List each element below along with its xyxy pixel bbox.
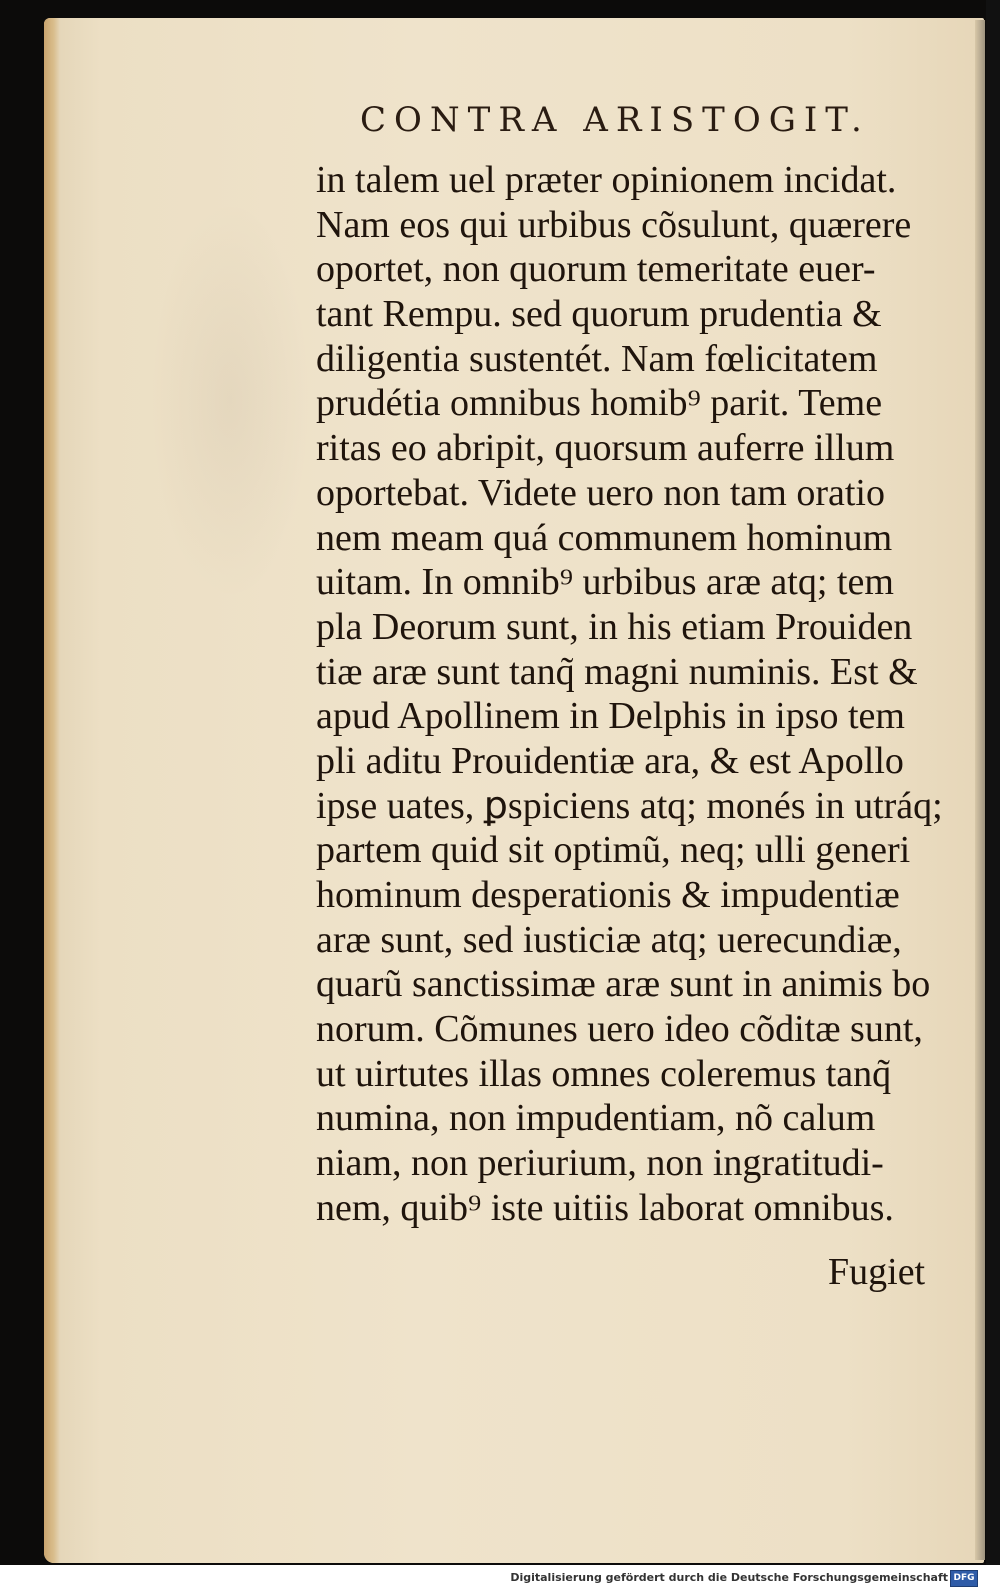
text-line: nem, quib⁹ iste uitiis laborat omnibus. <box>316 1186 894 1229</box>
text-line: pla Deorum sunt, in his etiam Prouiden <box>316 605 913 648</box>
dfg-logo: DFG <box>950 1570 978 1587</box>
body-text <box>316 158 950 1231</box>
text-line: ipse uates, ꝑspiciens atq; monés in utráq; <box>316 784 943 827</box>
text-line: numina, non impudentiam, nõ calum <box>316 1097 876 1140</box>
scan-right-border <box>986 0 1000 1565</box>
catchword: Fugiet <box>828 1251 926 1293</box>
text-line: diligentia sustentét. Nam fœlicitatem <box>316 337 878 380</box>
text-line: ut uirtutes illas omnes coleremus tanq̃ <box>316 1052 892 1095</box>
text-line: partem quid sit optimũ, neq; ulli generi <box>316 829 911 872</box>
text-line: nem meam quá communem hominum <box>316 516 893 559</box>
text-line: tant Rempu. sed quorum prudentia & <box>316 293 882 336</box>
text-line: prudétia omnibus homib⁹ parit. Teme <box>316 382 883 425</box>
footer-bar <box>0 1565 1000 1591</box>
text-line: niam, non periurium, non ingratitudi- <box>316 1142 884 1185</box>
text-line: apud Apollinem in Delphis in ipso tem <box>316 695 905 738</box>
text-line: uitam. In omnib⁹ urbibus aræ atq; tem <box>316 561 894 604</box>
running-head: CONTRA ARISTOGIT. <box>360 100 870 140</box>
funding-credit: Digitalisierung gefördert durch die Deutsche Forschungsgemeinschaft <box>510 1571 948 1584</box>
text-line: in talem uel præter opinionem incidat. <box>316 159 897 201</box>
text-line: hominum desperationis & impudentiæ <box>316 874 900 916</box>
text-line: norum. Cõmunes uero ideo cõditæ sunt, <box>316 1008 923 1051</box>
text-line: oportet, non quorum temeritate euer- <box>316 248 876 291</box>
text-line: quarũ sanctissimæ aræ sunt in animis bo <box>316 963 931 1006</box>
ink-bleed-through <box>150 200 310 600</box>
text-line: Nam eos qui urbibus cõsulunt, quærere <box>316 203 912 246</box>
text-line: aræ sunt, sed iusticiæ atq; uerecundiæ, <box>316 918 902 961</box>
text-line: tiæ aræ sunt tanq̃ magni numinis. Est & <box>316 650 918 693</box>
page-fore-edge <box>975 20 985 1560</box>
text-line: ritas eo abripit, quorsum auferre illum <box>316 427 895 470</box>
page-gutter-edge <box>44 18 60 1563</box>
text-line: oportebat. Videte uero non tam oratio <box>316 471 885 514</box>
text-line: pli aditu Prouidentiæ ara, & est Apollo <box>316 739 904 782</box>
